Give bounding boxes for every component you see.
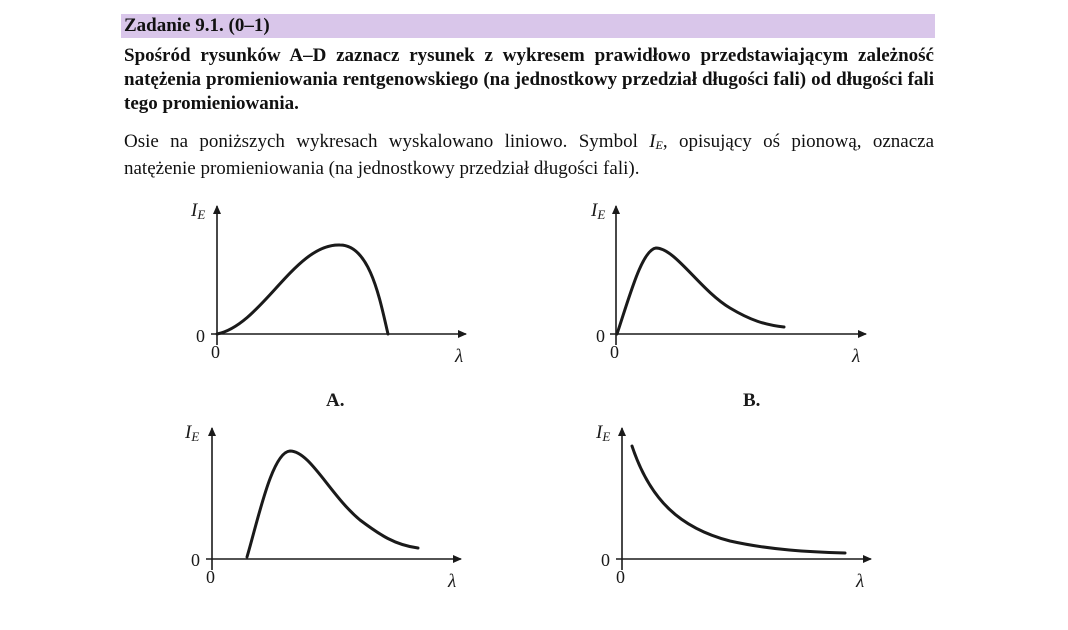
task-question: Spośród rysunków A–D zaznacz rysunek z wykresem prawidłowo przedstawiającym zależność natężenia promieniowania rentgenowskiego (na jednostkowy przedział długości fali) od długości fali tego promieniowania. bbox=[124, 45, 934, 114]
plot-a-y-zero: 0 bbox=[196, 326, 205, 346]
plot-a bbox=[190, 200, 466, 411]
plot-b-y-label: IE bbox=[591, 200, 606, 222]
plot-d-y-zero: 0 bbox=[601, 550, 610, 570]
plot-d-x-label: λ bbox=[856, 571, 865, 592]
info-text-part2: , opisujący oś pionową, oznacza natężenie promieniowania (na jednostkowy przedział długości fali). bbox=[124, 131, 935, 179]
plot-b-y-zero: 0 bbox=[596, 326, 605, 346]
plot-a-curve bbox=[217, 245, 388, 334]
plot-a-caption: A. bbox=[326, 390, 345, 411]
plot-b bbox=[590, 200, 866, 411]
plot-b-curve bbox=[617, 248, 784, 334]
plot-b-caption: B. bbox=[743, 390, 761, 411]
plot-b-x-zero: 0 bbox=[610, 342, 619, 362]
plot-a-y-label: IE bbox=[191, 200, 206, 222]
plot-a-x-zero: 0 bbox=[211, 342, 220, 362]
plot-d-x-zero: 0 bbox=[616, 567, 625, 587]
plot-c-x-label: λ bbox=[448, 571, 457, 592]
task-header: Zadanie 9.1. (0–1) bbox=[121, 14, 935, 38]
plot-d bbox=[595, 422, 871, 592]
plot-c bbox=[184, 422, 461, 592]
plot-a-x-label: λ bbox=[455, 346, 464, 367]
plot-c-y-label: IE bbox=[185, 422, 200, 444]
plot-b-x-label: λ bbox=[852, 346, 861, 367]
info-text-part1: Osie na poniższych wykresach wyskalowano liniowo. Symbol bbox=[124, 131, 650, 152]
plot-d-y-label: IE bbox=[596, 422, 611, 444]
info-symbol: $I_E$ bbox=[649, 131, 663, 152]
plot-c-x-zero: 0 bbox=[206, 567, 215, 587]
plot-c-y-zero: 0 bbox=[191, 550, 200, 570]
plot-c-curve bbox=[247, 451, 418, 557]
plot-d-curve bbox=[632, 446, 845, 553]
